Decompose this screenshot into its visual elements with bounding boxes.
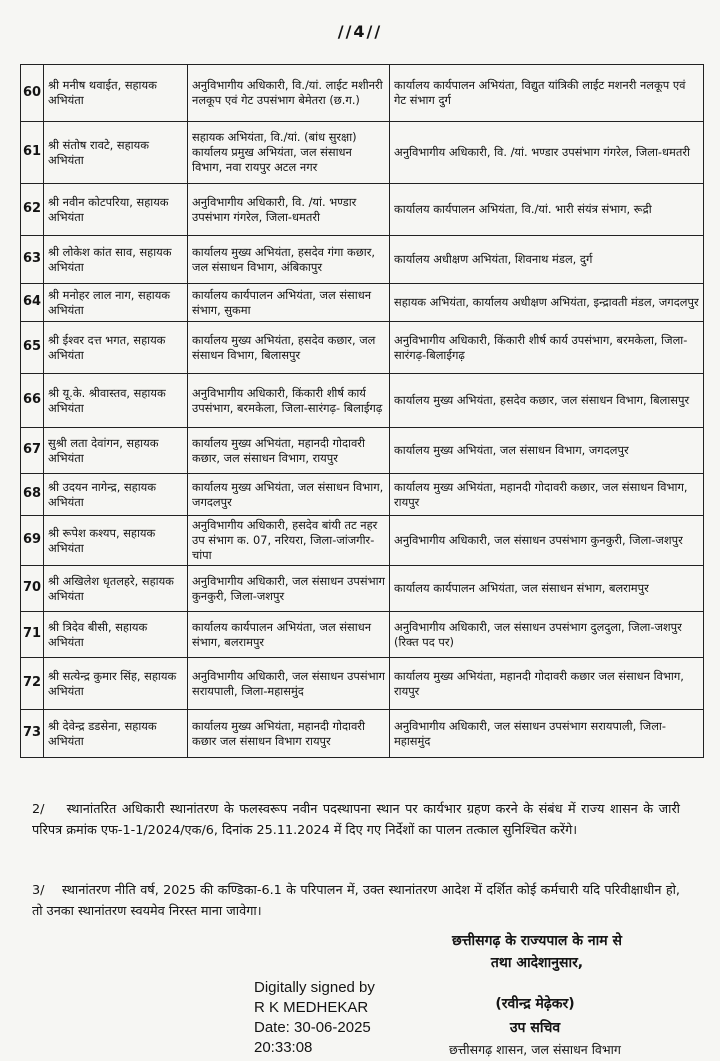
new-posting: कार्यालय मुख्य अभियंता, जल संसाधन विभाग, जगदलपुर xyxy=(390,428,704,474)
officer-name: श्री नवीन कोटपरिया, सहायक अभियंता xyxy=(44,184,188,236)
table-row xyxy=(21,658,704,710)
paragraph-3 xyxy=(32,880,685,922)
new-posting: कार्यालय कार्यपालन अभियंता, विद्युत यांत्रिकी लाईट मशनरी नलकूप एवं गेट संभाग दुर्ग xyxy=(390,65,704,122)
serial-number: 70 xyxy=(21,566,44,612)
new-posting: कार्यालय अधीक्षण अभियंता, शिवनाथ मंडल, दुर्ग xyxy=(390,236,704,284)
table-row xyxy=(21,566,704,612)
signatory-designation: उप सचिव xyxy=(509,1020,561,1036)
digital-sign-line-1: Digitally signed by xyxy=(254,979,375,996)
serial-number: 62 xyxy=(21,184,44,236)
serial-number: 71 xyxy=(21,612,44,658)
officer-name: श्री उदयन नागेन्द्र, सहायक अभियंता xyxy=(44,474,188,516)
para-3-text: स्थानांतरण नीति वर्ष, 2025 की कण्डिका-6.1 के परिपालन में, उक्त स्थानांतरण आदेश में दर्शित कोई कर्मचारी यदि परिवीक्षाधीन हो, तो उनका स्थानांतरण स्वयमेव निरस्त माना जावेगा। xyxy=(32,883,685,919)
page-number: //4// xyxy=(337,22,383,41)
serial-number: 73 xyxy=(21,710,44,758)
para-2-text: स्थानांतरित अधिकारी स्थानांतरण के फलस्वरूप नवीन पदस्थापना स्थान पर कार्यभार ग्रहण करने के संबंध में राज्य शासन के जारी परिपत्र क्रमांक एफ-1-1/2024/एक/6, दिनांक 25.11.2024 में दिए गए निर्देशों का पालन तत्काल सुनिश्चित करेंगे। xyxy=(32,802,685,838)
authority-line-2: तथा आदेशानुसार, xyxy=(490,955,584,971)
current-posting: कार्यालय मुख्य अभियंता, हसदेव कछार, जल संसाधन विभाग, बिलासपुर xyxy=(188,322,390,374)
table-row xyxy=(21,710,704,758)
current-posting: कार्यालय कार्यपालन अभियंता, जल संसाधन संभाग, बलरामपुर xyxy=(188,612,390,658)
new-posting: अनुविभागीय अधिकारी, वि. /यां. भण्डार उपसंभाग गंगरेल, जिला-धमतरी xyxy=(390,122,704,184)
new-posting: अनुविभागीय अधिकारी, जल संसाधन उपसंभाग कुनकुरी, जिला-जशपुर xyxy=(390,516,704,566)
table-row xyxy=(21,236,704,284)
table-row xyxy=(21,428,704,474)
current-posting: कार्यालय मुख्य अभियंता, महानदी गोदावरी कछार जल संसाधन विभाग रायपुर xyxy=(188,710,390,758)
new-posting: कार्यालय मुख्य अभियंता, महानदी गोदावरी कछार जल संसाधन विभाग, रायपुर xyxy=(390,658,704,710)
new-posting: अनुविभागीय अधिकारी, जल संसाधन उपसंभाग सरायपाली, जिला-महासमुंद xyxy=(390,710,704,758)
serial-number: 61 xyxy=(21,122,44,184)
new-posting: कार्यालय कार्यपालन अभियंता, जल संसाधन संभाग, बलरामपुर xyxy=(390,566,704,612)
current-posting: अनुविभागीय अधिकारी, जल संसाधन उपसंभाग सरायपाली, जिला-महासमुंद xyxy=(188,658,390,710)
new-posting: अनुविभागीय अधिकारी, जल संसाधन उपसंभाग दुलदुला, जिला-जशपुर (रिक्त पद पर) xyxy=(390,612,704,658)
officer-name: श्री सत्येन्द्र कुमार सिंह, सहायक अभियंता xyxy=(44,658,188,710)
table-row xyxy=(21,516,704,566)
transfer-table xyxy=(20,64,704,758)
serial-number: 63 xyxy=(21,236,44,284)
officer-name: श्री संतोष रावटे, सहायक अभियंता xyxy=(44,122,188,184)
new-posting: कार्यालय मुख्य अभियंता, हसदेव कछार, जल संसाधन विभाग, बिलासपुर xyxy=(390,374,704,428)
current-posting: अनुविभागीय अधिकारी, जल संसाधन उपसंभाग कुनकुरी, जिला-जशपुर xyxy=(188,566,390,612)
table-row xyxy=(21,122,704,184)
current-posting: अनुविभागीय अधिकारी, किंकारी शीर्ष कार्य उपसंभाग, बरमकेला, जिला-सारंगढ़- बिलाईगढ़ xyxy=(188,374,390,428)
serial-number: 64 xyxy=(21,284,44,322)
officer-name: श्री मनीष थवाईत, सहायक अभियंता xyxy=(44,65,188,122)
serial-number: 65 xyxy=(21,322,44,374)
table-row xyxy=(21,184,704,236)
digital-sign-line-2: R K MEDHEKAR xyxy=(254,999,369,1016)
officer-name: श्री रूपेश कश्यप, सहायक अभियंता xyxy=(44,516,188,566)
para-2-number: 2/ xyxy=(32,802,45,817)
table-row xyxy=(21,374,704,428)
serial-number: 60 xyxy=(21,65,44,122)
current-posting: सहायक अभियंता, वि./यां. (बांध सुरक्षा) कार्यालय प्रमुख अभियंता, जल संसाधन विभाग, नवा रायपुर अटल नगर xyxy=(188,122,390,184)
serial-number: 69 xyxy=(21,516,44,566)
current-posting: कार्यालय मुख्य अभियंता, महानदी गोदावरी कछार, जल संसाधन विभाग, रायपुर xyxy=(188,428,390,474)
current-posting: अनुविभागीय अधिकारी, हसदेव बांयी तट नहर उप संभाग क. 07, नरियरा, जिला-जांजगीर-चांपा xyxy=(188,516,390,566)
serial-number: 68 xyxy=(21,474,44,516)
table-row xyxy=(21,612,704,658)
digital-sign-line-3: Date: 30-06-2025 xyxy=(254,1019,371,1036)
serial-number: 72 xyxy=(21,658,44,710)
digital-sign-line-4: 20:33:08 xyxy=(254,1039,313,1056)
current-posting: कार्यालय कार्यपालन अभियंता, जल संसाधन संभाग, सुकमा xyxy=(188,284,390,322)
table-row xyxy=(21,322,704,374)
officer-name: श्री ईश्वर दत्त भगत, सहायक अभियंता xyxy=(44,322,188,374)
table-row xyxy=(21,474,704,516)
signatory-department: छत्तीसगढ़ शासन, जल संसाधन विभाग xyxy=(449,1042,621,1057)
officer-name: श्री मनोहर लाल नाग, सहायक अभियंता xyxy=(44,284,188,322)
officer-name: सुश्री लता देवांगन, सहायक अभियंता xyxy=(44,428,188,474)
table-row xyxy=(21,284,704,322)
officer-name: श्री त्रिदेव बीसी, सहायक अभियंता xyxy=(44,612,188,658)
officer-name: श्री अखिलेश धृतलहरे, सहायक अभियंता xyxy=(44,566,188,612)
officer-name: श्री लोकेश कांत साव, सहायक अभियंता xyxy=(44,236,188,284)
serial-number: 66 xyxy=(21,374,44,428)
new-posting: अनुविभागीय अधिकारी, किंकारी शीर्ष कार्य उपसंभाग, बरमकेला, जिला-सारंगढ़-बिलाईगढ़ xyxy=(390,322,704,374)
current-posting: अनुविभागीय अधिकारी, वि. /यां. भण्डार उपसंभाग गंगरेल, जिला-धमतरी xyxy=(188,184,390,236)
current-posting: कार्यालय मुख्य अभियंता, जल संसाधन विभाग, जगदलपुर xyxy=(188,474,390,516)
serial-number: 67 xyxy=(21,428,44,474)
officer-name: श्री देवेन्द्र डडसेना, सहायक अभियंता xyxy=(44,710,188,758)
new-posting: कार्यालय मुख्य अभियंता, महानदी गोदावरी कछार, जल संसाधन विभाग, रायपुर xyxy=(390,474,704,516)
new-posting: सहायक अभियंता, कार्यालय अधीक्षण अभियंता, इन्द्रावती मंडल, जगदलपुर xyxy=(390,284,704,322)
officer-name: श्री यू.के. श्रीवास्तव, सहायक अभियंता xyxy=(44,374,188,428)
paragraph-2 xyxy=(32,799,685,841)
signatory-name: (रवीन्द्र मेढ़ेकर) xyxy=(495,996,575,1012)
table-row xyxy=(21,65,704,122)
current-posting: कार्यालय मुख्य अभियंता, हसदेव गंगा कछार, जल संसाधन विभाग, अंबिकापुर xyxy=(188,236,390,284)
para-3-number: 3/ xyxy=(32,883,45,898)
authority-line-1: छत्तीसगढ़ के राज्यपाल के नाम से xyxy=(452,933,622,949)
current-posting: अनुविभागीय अधिकारी, वि./यां. लाईट मशीनरी नलकूप एवं गेट उपसंभाग बेमेतरा (छ.ग.) xyxy=(188,65,390,122)
new-posting: कार्यालय कार्यपालन अभियंता, वि./यां. भारी संयंत्र संभाग, रूद्री xyxy=(390,184,704,236)
